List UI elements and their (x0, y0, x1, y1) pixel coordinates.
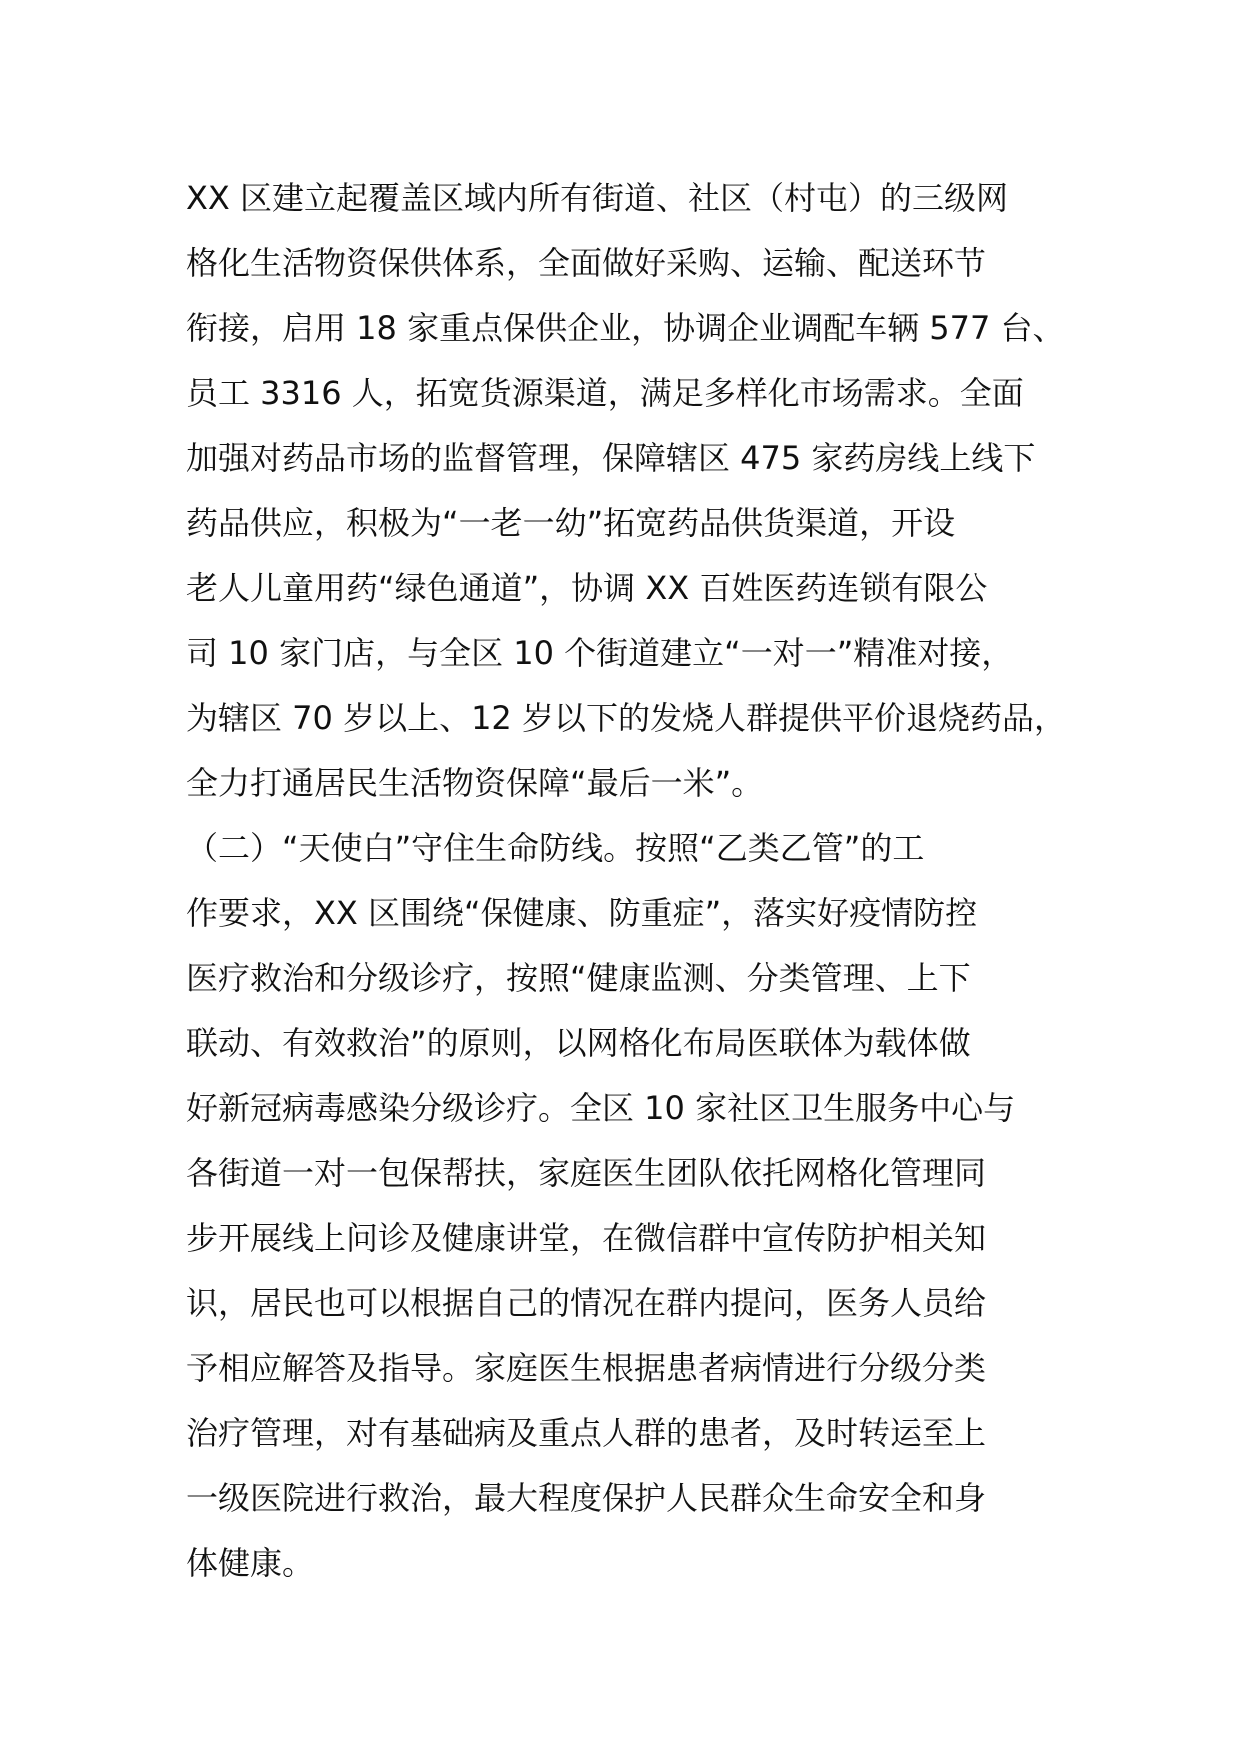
text-line-14: 联动、有效救治”的原则，以网格化布局医联体为载体做 (186, 1024, 971, 1062)
text-line-21: 一级医院进行救治，最大程度保护人民群众生命安全和身 (186, 1479, 987, 1517)
text-line-16: 各街道一对一包保帮扶，家庭医生团队依托网格化管理同 (186, 1154, 987, 1192)
text-line-22: 体健康。 (186, 1544, 315, 1582)
text-line-12: 作要求，XX 区围绕“保健康、防重症”，落实好疫情防控 (186, 894, 978, 932)
text-line-15: 好新冠病毒感染分级诊疗。全区 10 家社区卫生服务中心与 (186, 1089, 1016, 1127)
text-line-9: 为辖区 70 岁以上、12 岁以下的发烧人群提供平价退烧药品， (186, 699, 1066, 737)
text-line-1: XX 区建立起覆盖区域内所有街道、社区（村屯）的三级网 (186, 179, 1009, 217)
text-line-17: 步开展线上问诊及健康讲堂，在微信群中宣传防护相关知 (186, 1219, 987, 1257)
text-line-20: 治疗管理，对有基础病及重点人群的患者，及时转运至上 (186, 1414, 987, 1452)
text-line-6: 药品供应，积极为“一老一幼”拓宽药品供货渠道，开设 (186, 504, 956, 542)
text-line-10: 全力打通居民生活物资保障“最后一米”。 (186, 764, 764, 802)
text-line-3: 衔接，启用 18 家重点保供企业，协调企业调配车辆 577 台、 (186, 309, 1065, 347)
text-line-19: 予相应解答及指导。家庭医生根据患者病情进行分级分类 (186, 1349, 987, 1387)
text-line-18: 识，居民也可以根据自己的情况在群内提问，医务人员给 (186, 1284, 987, 1322)
text-line-7: 老人儿童用药“绿色通道”，协调 XX 百姓医药连锁有限公 (186, 569, 988, 607)
text-line-4: 员工 3316 人，拓宽货源渠道，满足多样化市场需求。全面 (186, 374, 1024, 412)
text-line-8: 司 10 家门店，与全区 10 个街道建立“一对一”精准对接， (186, 634, 1014, 672)
section-heading-line: （二）“天使白”守住生命防线。按照“乙类乙管”的工 (186, 829, 925, 867)
body-text (186, 166, 1076, 1596)
text-line-5: 加强对药品市场的监督管理，保障辖区 475 家药房线上线下 (186, 439, 1036, 477)
text-line-2: 格化生活物资保供体系，全面做好采购、运输、配送环节 (186, 244, 987, 282)
text-line-13: 医疗救治和分级诊疗，按照“健康监测、分类管理、上下 (186, 959, 971, 997)
